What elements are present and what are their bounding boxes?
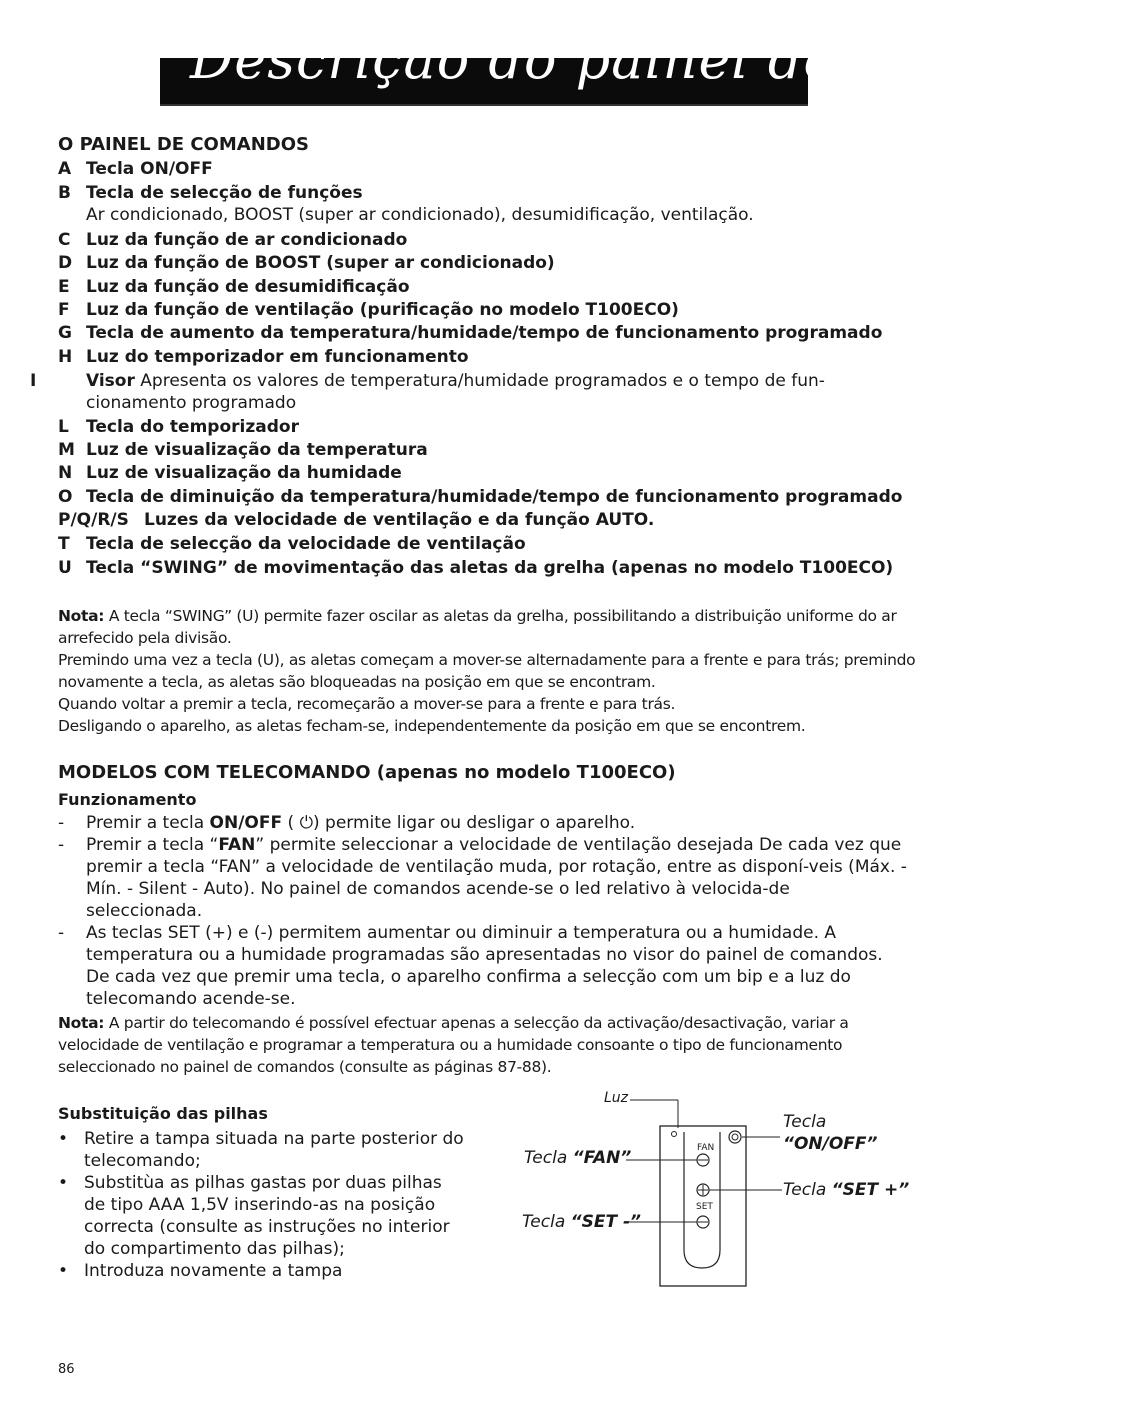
list-item: - As teclas SET (+) e (-) permitem aumentar ou diminuir a temperatura ou a humidade. A temperatura ou a humidade programadas são apresentadas no visor do painel de comandos. De cada vez que premir uma tecla, o aparelho confirma a selecção com um bip e a luz do telecomando acende-se. — [58, 923, 883, 1009]
set-plus-label — [783, 1180, 909, 1200]
fan-label — [524, 1148, 631, 1168]
panel-item-e — [58, 276, 918, 298]
panel-item-u — [58, 557, 918, 579]
bullet-text: Substitùa as pilhas gastas por duas pilhas de tipo AAA 1,5V inserindo-as na posição correcta (consulte as instruções no interior do compartimento das pilhas); — [84, 1173, 450, 1259]
bullet-text: Retire a tampa situada na parte posterior do telecomando; — [84, 1129, 464, 1171]
item-letter: P/Q/R/S — [58, 510, 129, 530]
item-letter: E — [58, 277, 70, 297]
power-button-icon — [729, 1131, 741, 1143]
item-letter: G — [58, 323, 72, 343]
panel-item-a — [58, 158, 918, 180]
panel-item-f — [58, 299, 918, 321]
item-description: Apresenta os valores de temperatura/humidade programados e o tempo de fun-cionamento programado — [86, 371, 825, 413]
remote-outline — [660, 1126, 746, 1286]
item-letter: A — [58, 159, 72, 179]
item-letter: T — [58, 534, 70, 554]
item-label: Tecla do temporizador — [86, 417, 299, 437]
remote-inner-shape — [684, 1132, 720, 1268]
note-text: A partir do telecomando é possível efectuar apenas a selecção da activação/desactivação, variar a velocidade de ventilação e programar a temperatura ou a humidade consoante o tipo de funcionamento seleccionado no painel de comandos (consulte as páginas 87-88). — [58, 1014, 849, 1076]
panel-item-h — [58, 346, 918, 368]
remote-note — [58, 1012, 918, 1078]
bullet-text: Premir a tecla “ — [86, 835, 219, 855]
set-plus-bold: “SET +” — [831, 1180, 910, 1200]
power-button-inner — [732, 1134, 738, 1140]
note-p1: A tecla “SWING” (U) permite fazer oscilar as aletas da grelha, possibilitando a distribuição uniforme do ar arrefecido pela divisão. — [58, 607, 897, 647]
note-p3: Quando voltar a premir a tecla, recomeçarão a mover-se para a frente e para trás. — [58, 695, 676, 713]
panel-item-d — [58, 252, 918, 274]
item-label: Luz de visualização da temperatura — [86, 440, 428, 460]
set-small-label: SET — [696, 1202, 713, 1212]
remote-operation-list — [58, 812, 908, 1010]
panel-item-o — [58, 486, 918, 508]
bullet-text: ” permite seleccionar a velocidade de ventilação desejada De cada vez que premir a tecla “FAN” a velocidade de ventilação muda, por rotação, entre as disponí-veis (Máx. - Mín. - Silent - Auto). No painel de comandos acende-se o led relativo à velocida-de seleccionada. — [86, 835, 907, 921]
section-title-panel: O PAINEL DE COMANDOS — [58, 134, 309, 155]
item-letter: F — [58, 300, 70, 320]
panel-item-c — [58, 229, 918, 251]
subtitle-batteries: Substituição das pilhas — [58, 1104, 268, 1123]
note-p4: Desligando o aparelho, as aletas fecham-se, independentemente da posição em que se encontrem. — [58, 717, 806, 735]
fan-label-pre: Tecla — [524, 1148, 573, 1168]
panel-item-i — [30, 370, 918, 414]
item-label: Luz da função de BOOST (super ar condicionado) — [86, 253, 555, 273]
item-letter: U — [58, 558, 72, 578]
banner-title: Descrição do painel de comandos — [190, 28, 1138, 91]
item-letter: I — [30, 371, 37, 391]
onoff-label-bold: “ON/OFF” — [783, 1134, 878, 1154]
item-label: Tecla de selecção da velocidade de ventilação — [86, 534, 526, 554]
item-letter: N — [58, 463, 73, 483]
bullet-bold: FAN — [218, 835, 256, 855]
panel-item-pqrs — [58, 509, 918, 531]
item-label: Tecla de aumento da temperatura/humidade/tempo de funcionamento programado — [86, 323, 883, 343]
bullet-bold: ON/OFF — [209, 813, 283, 833]
item-description: Ar condicionado, BOOST (super ar condicionado), desumidificação, ventilação. — [86, 205, 754, 225]
item-letter: H — [58, 347, 73, 367]
item-label: Luz do temporizador em funcionamento — [86, 347, 469, 367]
onoff-tecla-label: Tecla — [783, 1112, 827, 1132]
item-label: Visor — [86, 371, 135, 391]
onoff-label — [783, 1134, 877, 1154]
fan-small-label: FAN — [697, 1143, 715, 1153]
set-minus-button-icon — [697, 1216, 709, 1228]
panel-item-n — [58, 462, 918, 484]
item-letter: D — [58, 253, 73, 273]
item-letter: O — [58, 487, 73, 507]
set-minus-bold: “SET -” — [570, 1212, 641, 1232]
set-plus-button-icon — [697, 1184, 709, 1196]
set-plus-pre: Tecla — [783, 1180, 832, 1200]
item-letter: L — [58, 417, 69, 437]
panel-item-b — [58, 182, 918, 226]
section-title-remote — [58, 762, 676, 783]
battery-list — [58, 1128, 468, 1282]
page-number: 86 — [58, 1362, 75, 1377]
item-letter: M — [58, 440, 75, 460]
item-letter: B — [58, 183, 71, 203]
panel-item-l — [58, 416, 918, 438]
item-label: Luz de visualização da humidade — [86, 463, 402, 483]
set-minus-label — [522, 1212, 641, 1232]
swing-note — [58, 605, 918, 737]
list-item: - Premir a tecla ON/OFF ( ⏻) permite ligar ou desligar o aparelho. — [58, 813, 636, 833]
header-banner — [160, 28, 1138, 104]
note-label: Nota: — [58, 1014, 105, 1032]
bullet-text: Introduza novamente a tampa — [84, 1261, 343, 1281]
panel-item-g — [58, 322, 918, 344]
item-label: Luz da função de desumidificação — [86, 277, 410, 297]
panel-item-m — [58, 439, 918, 461]
list-item: - Premir a tecla “FAN” permite seleccionar a velocidade de ventilação desejada De cada vez que premir a tecla “FAN” a velocidade de ventilação muda, por rotação, entre as disponí-veis (Máx. - Mín. - Silent - Auto). No painel de comandos acende-se o led relativo à velocida-de seleccionada. — [58, 835, 907, 921]
panel-item-t — [58, 533, 918, 555]
fan-button-icon — [697, 1154, 709, 1166]
remote-title-bold: MODELOS COM TELECOMANDO — [58, 762, 371, 783]
light-indicator-icon — [672, 1132, 677, 1137]
bullet-text: Premir a tecla — [86, 813, 205, 833]
list-item: • Substitùa as pilhas gastas por duas pilhas de tipo AAA 1,5V inserindo-as na posição correcta (consulte as instruções no interior do compartimento das pilhas); — [58, 1173, 450, 1259]
bullet-text: ( ⏻) permite ligar ou desligar o aparelho. — [287, 813, 636, 833]
set-minus-pre: Tecla — [522, 1212, 571, 1232]
item-label: Tecla ON/OFF — [86, 159, 213, 179]
note-label: Nota: — [58, 607, 105, 625]
item-label: Luzes da velocidade de ventilação e da função AUTO. — [144, 510, 655, 530]
item-letter: C — [58, 230, 71, 250]
bullet-text: As teclas SET (+) e (-) permitem aumentar ou diminuir a temperatura ou a humidade. A temperatura ou a humidade programadas são apresentadas no visor do painel de comandos. De cada vez que premir uma tecla, o aparelho confirma a selecção com um bip e a luz do telecomando acende-se. — [86, 923, 883, 1009]
fan-label-bold: “FAN” — [572, 1148, 632, 1168]
list-item: • Retire a tampa situada na parte posterior do telecomando; — [58, 1129, 464, 1171]
item-label: Luz da função de ventilação (purificação no modelo T100ECO) — [86, 300, 679, 320]
luz-label: Luz — [604, 1090, 629, 1106]
item-label: Tecla “SWING” de movimentação das aletas da grelha (apenas no modelo T100ECO) — [86, 558, 894, 578]
item-label: Tecla de diminuição da temperatura/humidade/tempo de funcionamento programado — [86, 487, 903, 507]
remote-title-rest: (apenas no modelo T100ECO) — [376, 762, 676, 783]
note-p2: Premindo uma vez a tecla (U), as aletas começam a mover-se alternadamente para a frente e para trás; premindo novamente a tecla, as aletas são bloqueadas na posição em que se encontram. — [58, 651, 916, 691]
item-label: Tecla de selecção de funções — [86, 183, 363, 203]
subtitle-operation: Funzionamento — [58, 790, 197, 809]
list-item: • Introduza novamente a tampa — [58, 1261, 343, 1281]
item-label: Luz da função de ar condicionado — [86, 230, 408, 250]
